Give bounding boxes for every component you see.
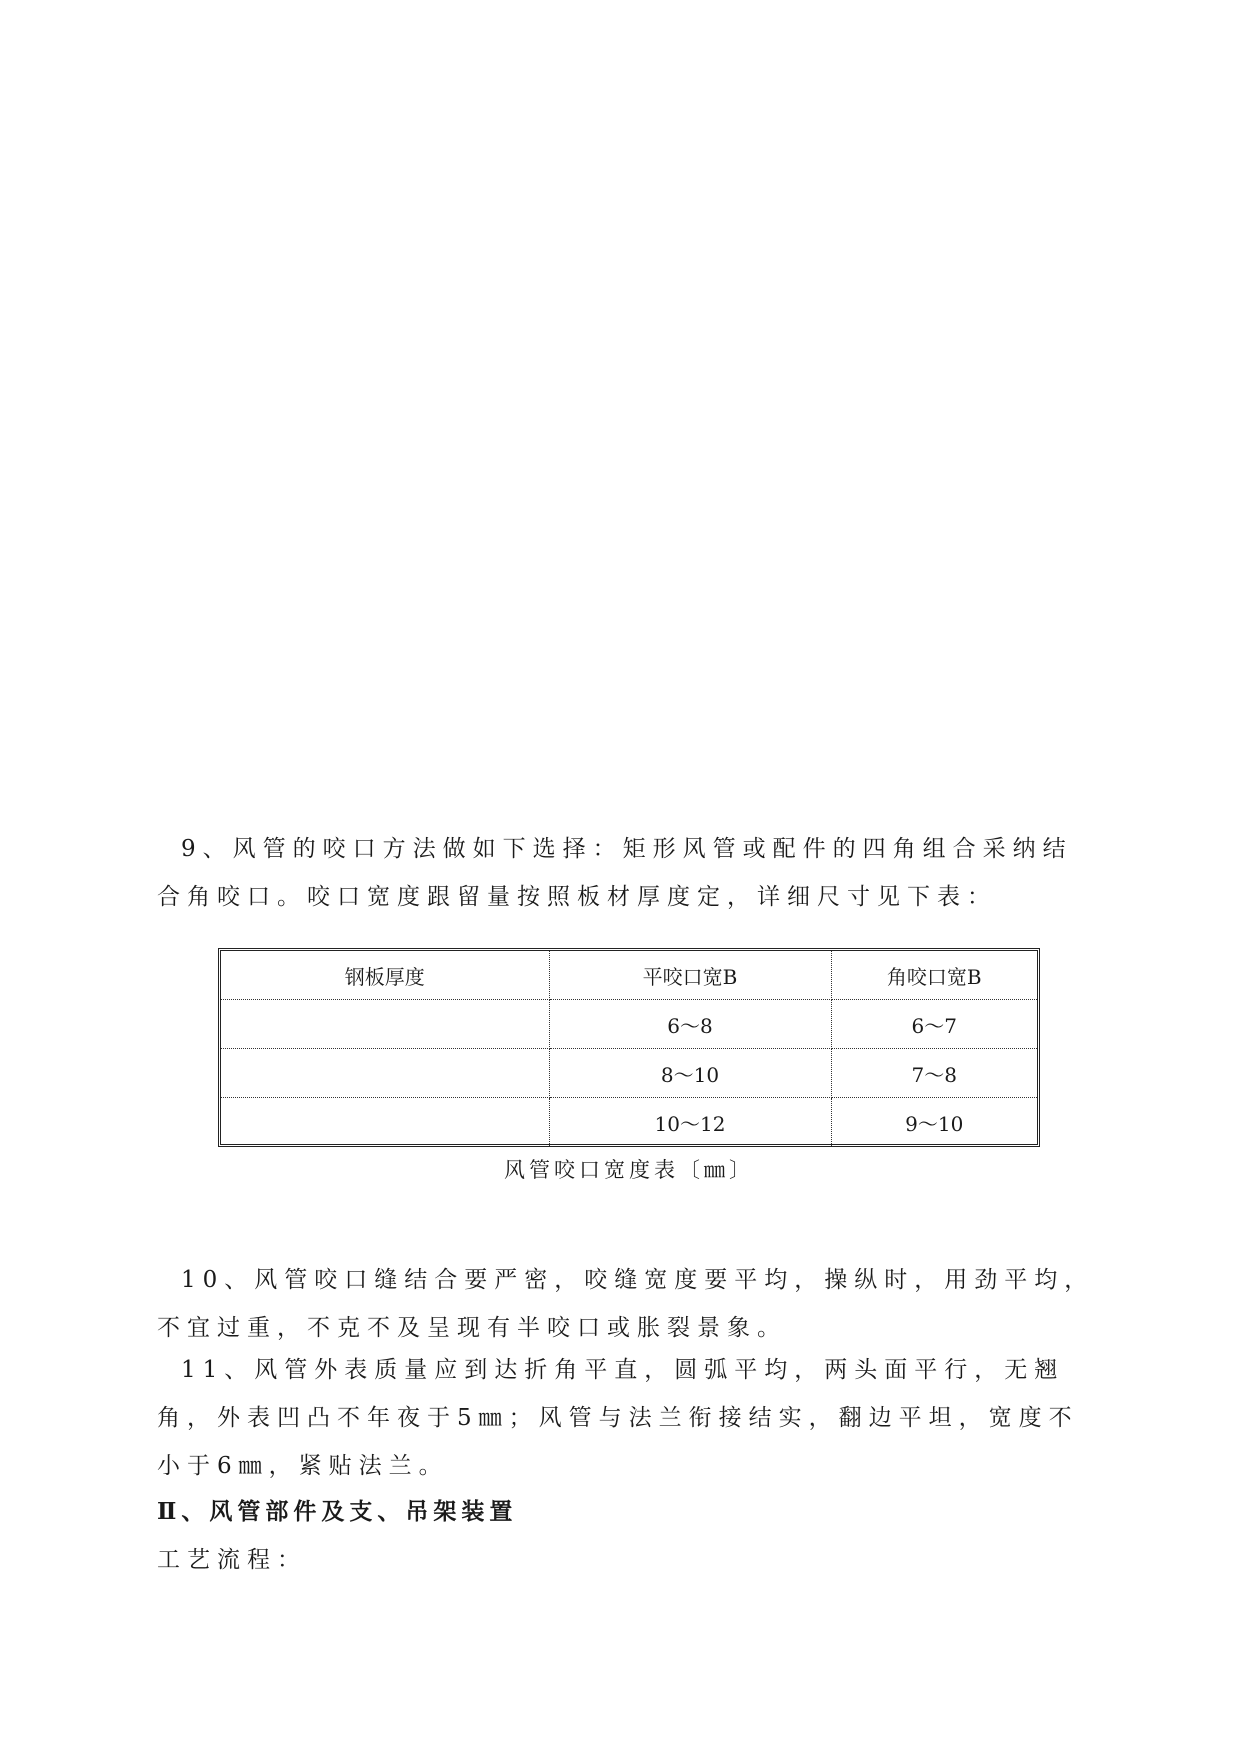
- process-flow-label: 工艺流程：: [157, 1547, 307, 1573]
- table-cell: [221, 1000, 549, 1049]
- table-cell: 10～12: [549, 1098, 831, 1147]
- table-header-row: [221, 951, 1037, 1000]
- table-cell: 6～7: [831, 1000, 1037, 1049]
- header-corner-seam-width: 角咬口宽B: [831, 951, 1037, 1000]
- table-cell: 9～10: [905, 1111, 964, 1136]
- paragraph-11-text: 11、风管外表质量应到达折角平直，圆弧平均，两头面平行，无翘角，外表凹凸不年夜于5㎜；风管与法兰衔接结实，翻边平坦，宽度不小于6㎜，紧贴法兰。: [157, 1357, 1079, 1479]
- header-flat-seam-width: 平咬口宽B: [549, 951, 831, 1000]
- table-cell: 7～8: [831, 1049, 1037, 1098]
- table-cell: 6～8: [549, 1000, 831, 1049]
- paragraph-9-text: 9、风管的咬口方法做如下选择：矩形风管或配件的四角组合采纳结合角咬口。咬口宽度跟留量按照板材厚度定，详细尺寸见下表：: [157, 836, 1073, 910]
- table-caption: 风管咬口宽度表〔㎜〕: [504, 1158, 754, 1182]
- table-row: [221, 1049, 1037, 1098]
- section-heading: Ⅱ、风管部件及支、吊架装置: [157, 1498, 518, 1525]
- paragraph-11: [157, 1346, 1097, 1490]
- paragraph-10-text: 10、风管咬口缝结合要严密，咬缝宽度要平均，操纵时，用劲平均，不宜过重，不克不及呈现有半咬口或胀裂景象。: [157, 1267, 1095, 1341]
- header-steel-thickness: 钢板厚度: [221, 951, 549, 1000]
- seam-width-table: [218, 948, 1040, 1147]
- table-cell: [221, 1049, 549, 1098]
- table-cell: [221, 1098, 549, 1147]
- paragraph-10: [157, 1256, 1097, 1352]
- paragraph-9: [157, 825, 1097, 921]
- seam-width-table-grid: [221, 951, 1037, 1146]
- table-cell: 8～10: [549, 1049, 831, 1098]
- table-row: [221, 1000, 1037, 1049]
- table-row: [221, 1098, 1037, 1147]
